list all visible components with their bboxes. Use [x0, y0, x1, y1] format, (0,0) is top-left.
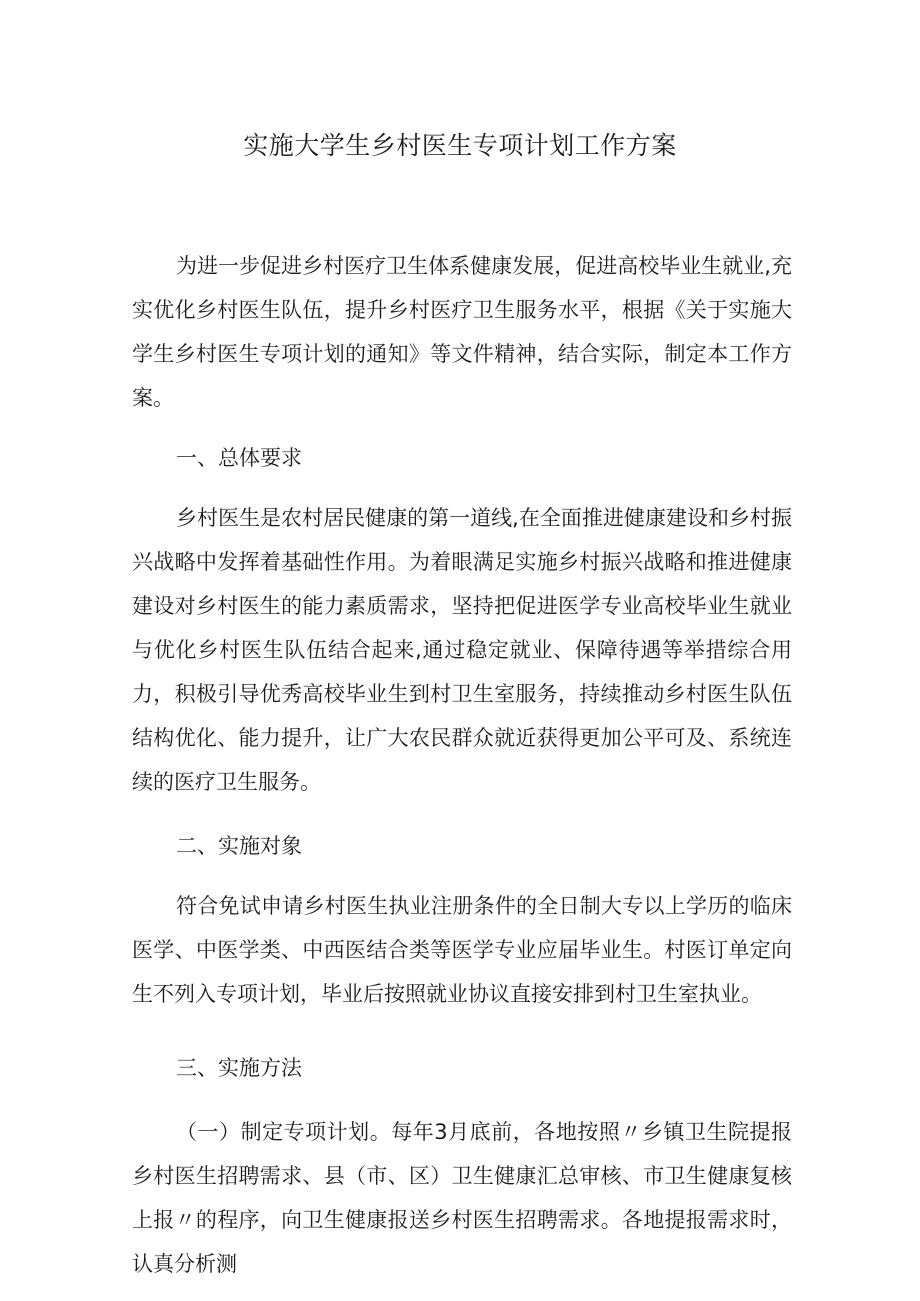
document-body — [132, 244, 792, 1286]
intro-paragraph: 为进一步促进乡村医疗卫生体系健康发展，促进高校毕业生就业,充实优化乡村医生队伍，提升乡村医疗卫生服务水平，根据《关于实施大学生乡村医生专项计划的通知》等文件精神，结合实际，制定本工作方案。 — [132, 254, 792, 410]
section-heading-general-requirements: 一、总体要求 — [176, 446, 302, 470]
document-title: 实施大学生乡村医生专项计划工作方案 — [243, 131, 677, 160]
section-paragraph-methods: （一）制定专项计划。每年3月底前，各地按照〃乡镇卫生院提报乡村医生招聘需求、县（市、区）卫生健康汇总审核、市卫生健康复核上报〃的程序，向卫生健康报送乡村医生招聘需求。各地提报需求时，认真分析测 — [132, 1120, 792, 1276]
section-heading-methods: 三、实施方法 — [176, 1056, 302, 1080]
section-paragraph-general-requirements: 乡村医生是农村居民健康的第一道线,在全面推进健康建设和乡村振兴战略中发挥着基础性作用。为着眼满足实施乡村振兴战略和推进健康建设对乡村医生的能力素质需求，坚持把促进医学专业高校毕业生就业与优化乡村医生队伍结合起来,通过稳定就业、保障待遇等举措综合用力，积极引导优秀高校毕业生到村卫生室服务，持续推动乡村医生队伍结构优化、能力提升，让广大农民群众就近获得更加公平可及、系统连续的医疗卫生服务。 — [132, 506, 792, 794]
section-paragraph-target-group: 符合免试申请乡村医生执业注册条件的全日制大专以上学历的临床医学、中医学类、中西医结合类等医学专业应届毕业生。村医订单定向生不列入专项计划，毕业后按照就业协议直接安排到村卫生室执业。 — [132, 894, 792, 1006]
section-heading-target-group: 二、实施对象 — [176, 834, 302, 858]
